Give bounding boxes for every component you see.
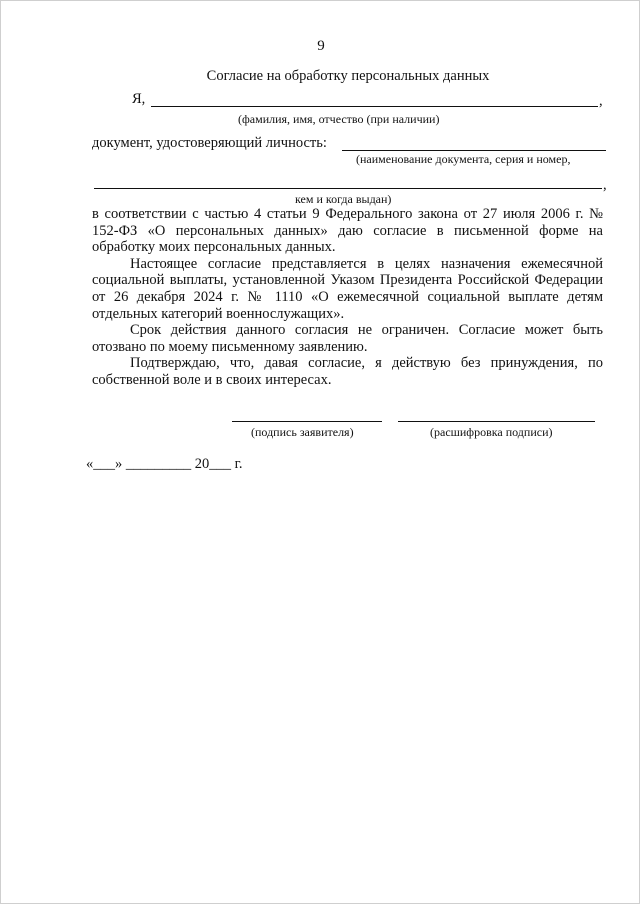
transcript-input-line[interactable] [398, 421, 595, 422]
paragraph-validity: Срок действия данного согласия не ограничен. Согласие может быть отозвано по моему письменному заявлению. [92, 322, 603, 355]
document-title: Согласие на обработку персональных данных [206, 68, 490, 84]
consent-body [92, 206, 603, 389]
doc-label: документ, удостоверяющий личность: [92, 135, 327, 151]
signature-caption: (подпись заявителя) [251, 425, 354, 439]
date-line[interactable]: «___» _________ 20___ г. [86, 456, 243, 472]
paragraph-confirmation: Подтверждаю, что, давая согласие, я действую без принуждения, по собственной воле и в своих интересах. [92, 355, 603, 388]
signature-input-line[interactable] [232, 421, 382, 422]
paragraph-legal-basis: в соответствии с частью 4 статьи 9 Федерального закона от 27 июля 2006 г. № 152-ФЗ «О персональных данных» даю согласие в письменной форме на обработку моих персональных данных. [92, 206, 603, 256]
fio-input-line[interactable] [151, 106, 598, 107]
fio-caption: (фамилия, имя, отчество (при наличии) [238, 112, 440, 126]
transcript-caption: (расшифровка подписи) [430, 425, 553, 439]
issued-caption: кем и когда выдан) [295, 192, 392, 206]
doc-input-line[interactable] [342, 150, 606, 151]
issued-comma: , [603, 177, 607, 193]
issued-input-line[interactable] [94, 188, 602, 189]
page-number: 9 [317, 38, 325, 54]
ya-label: Я, [132, 91, 146, 107]
doc-caption: (наименование документа, серия и номер, [356, 152, 571, 166]
paragraph-purpose: Настоящее согласие представляется в целях назначения ежемесячной социальной выплаты, установленной Указом Президента Российской Федерации от 26 декабря 2024 г. № 1110 «О ежемесячной социальной выплате детям отдельных категорий военнослужащих». [92, 255, 603, 322]
fio-comma: , [599, 93, 603, 109]
